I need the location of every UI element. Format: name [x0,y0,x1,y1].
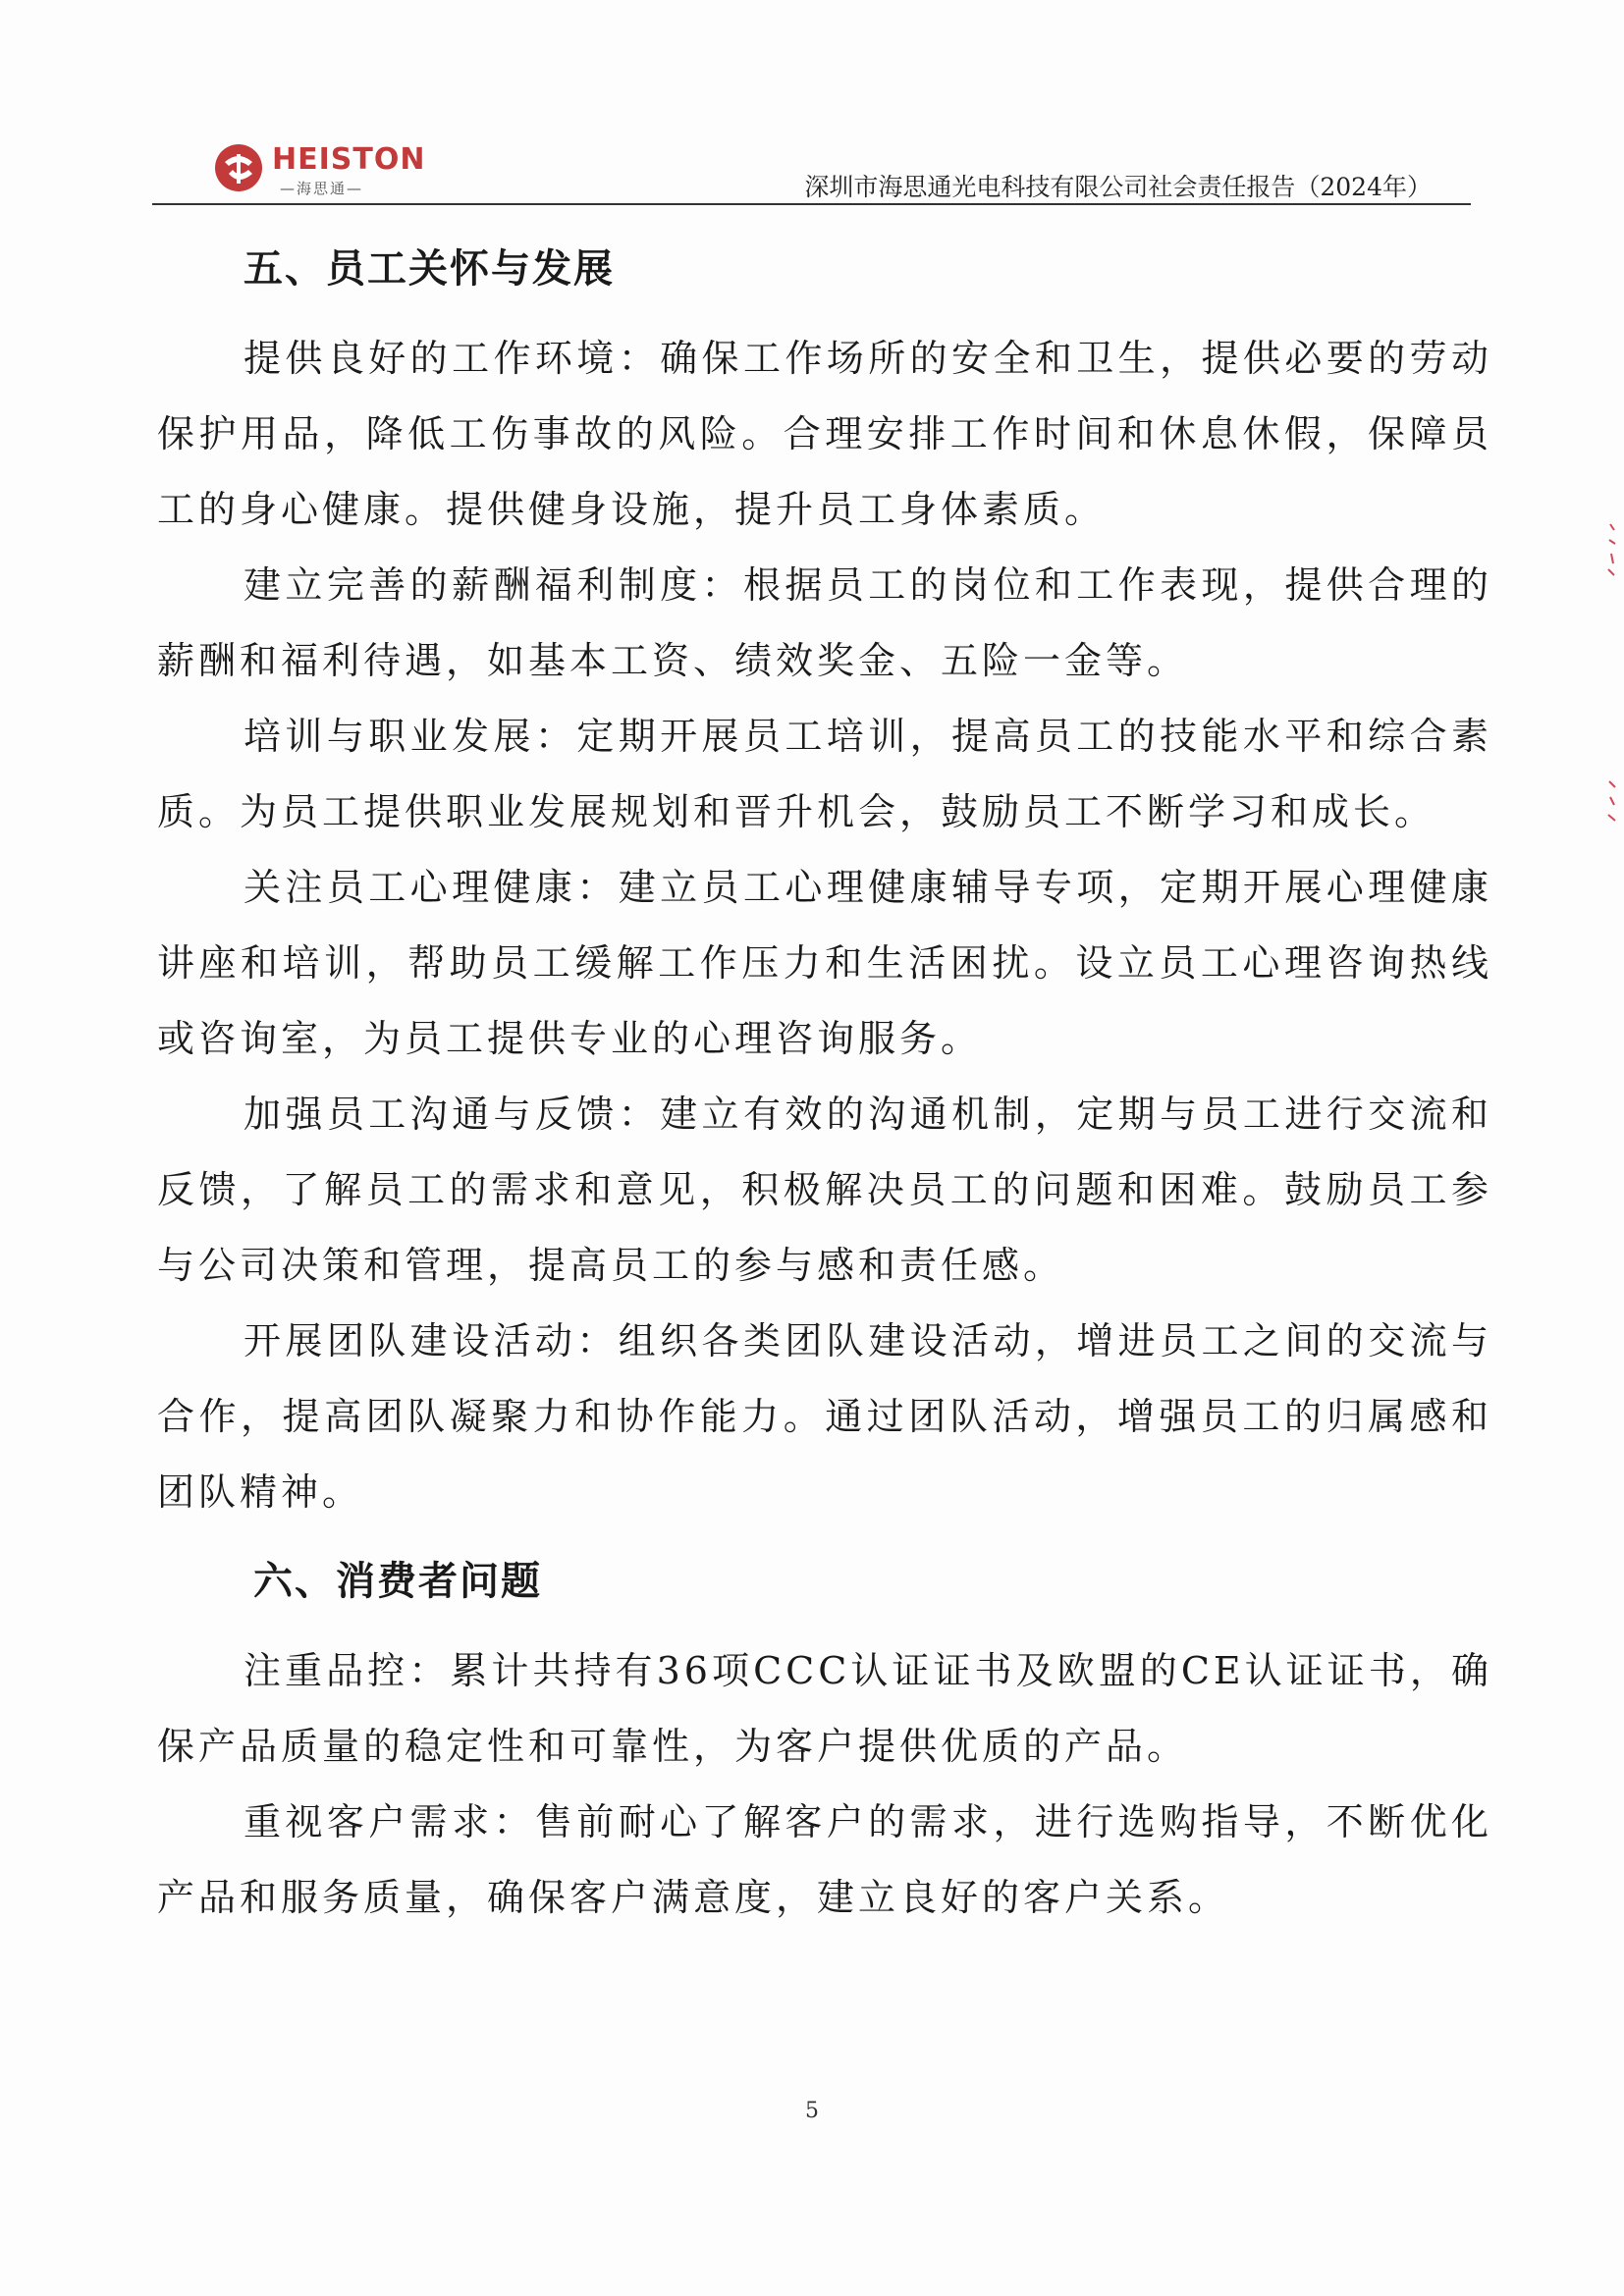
page-content [157,226,1492,1936]
paragraph: 建立完善的薪酬福利制度：根据员工的岗位和工作表现，提供合理的薪酬和福利待遇，如基本工资、绩效奖金、五险一金等。 [157,563,1492,682]
section-heading: 六、消费者问题 [253,1559,542,1604]
report-title: 深圳市海思通光电科技有限公司社会责任报告（2024年） [804,173,1432,201]
paragraph: 开展团队建设活动：组织各类团队建设活动，增进员工之间的交流与合作，提高团队凝聚力和协作能力。通过团队活动，增强员工的归属感和团队精神。 [157,1319,1492,1514]
header-divider [152,203,1471,205]
paragraph: 培训与职业发展：定期开展员工培训，提高员工的技能水平和综合素质。为员工提供职业发展规划和晋升机会，鼓励员工不断学习和成长。 [157,715,1492,833]
logo-subtitle: —海思通— [280,180,364,197]
paragraph: 加强员工沟通与反馈：建立有效的沟通机制，定期与员工进行交流和反馈，了解员工的需求和意见，积极解决员工的问题和困难。鼓励员工参与公司决策和管理，提高员工的参与感和责任感。 [157,1093,1492,1287]
seal-edge-mark-icon [1606,775,1620,834]
logo-wordmark: HEISTON [272,142,426,177]
paragraph: 重视客户需求：售前耐心了解客户的需求，进行选购指导，不断优化产品和服务质量，确保客户满意度，建立良好的客户关系。 [157,1800,1492,1919]
section-heading: 五、员工关怀与发展 [244,246,615,292]
seal-edge-mark-icon [1606,520,1620,579]
company-logo [211,133,437,203]
page-header [152,123,1471,206]
paragraph: 提供良好的工作环境：确保工作场所的安全和卫生，提供必要的劳动保护用品，降低工伤事故的风险。合理安排工作时间和休息休假，保障员工的身心健康。提供健身设施，提升员工身体素质。 [157,337,1492,531]
page-number: 5 [805,2099,819,2123]
logo-mark-icon [211,133,270,201]
paragraph: 关注员工心理健康：建立员工心理健康辅导专项，定期开展心理健康讲座和培训，帮助员工缓解工作压力和生活困扰。设立员工心理咨询热线或咨询室，为员工提供专业的心理咨询服务。 [157,866,1492,1060]
paragraph: 注重品控：累计共持有36项CCC认证证书及欧盟的CE认证证书，确保产品质量的稳定性和可靠性，为客户提供优质的产品。 [157,1649,1492,1768]
